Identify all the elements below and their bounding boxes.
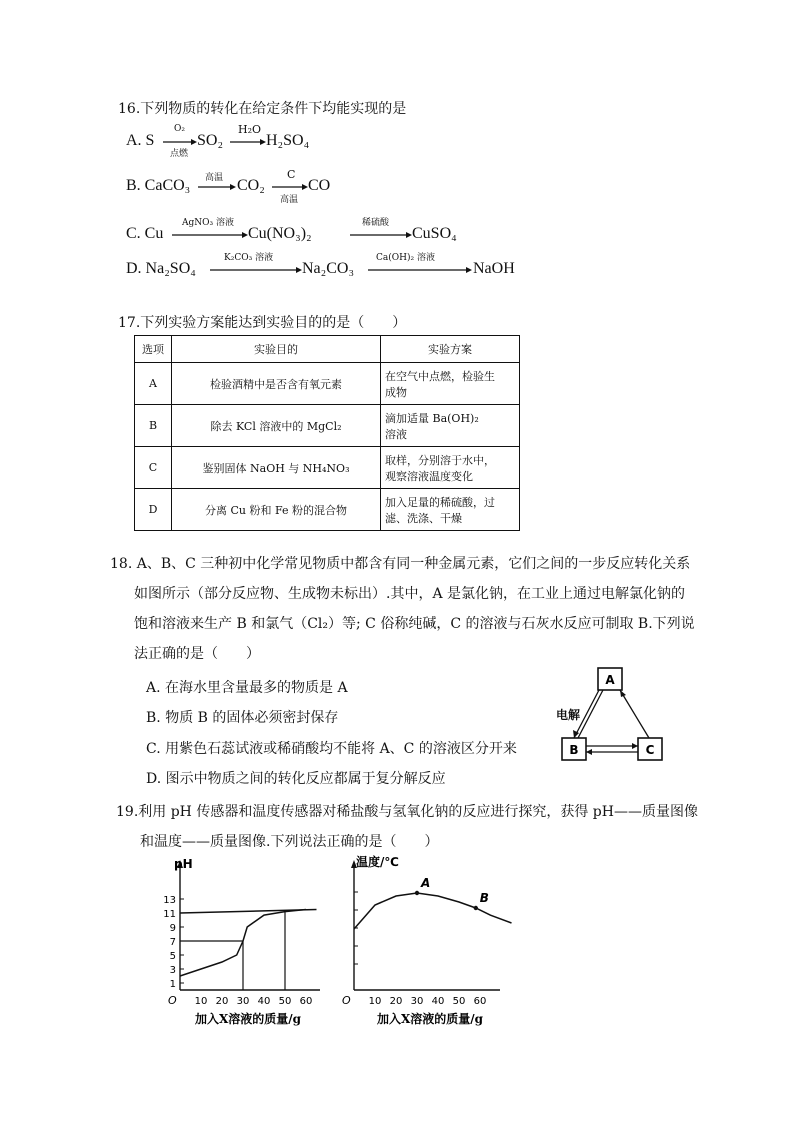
y-tick-label: 1 xyxy=(169,979,176,990)
reaction-arrow xyxy=(172,231,248,239)
q18-optionC: C. 用紫色石蕊试液或稀硝酸均不能将 A、C 的溶液区分开来 xyxy=(146,741,517,757)
table-cell-plan xyxy=(381,405,520,447)
y-tick-label: 7 xyxy=(169,937,176,948)
y-tick-label: 3 xyxy=(169,965,176,976)
table-header: 实验目的 xyxy=(172,336,381,363)
edge-C-A xyxy=(620,690,649,738)
q18-line2: 如图所示（部分反应物、生成物未标出）.其中，A 是氯化钠，在工业上通过电解氯化钠的 xyxy=(134,586,686,602)
origin-label: O xyxy=(342,994,351,1007)
table-cell-option: B xyxy=(135,405,172,447)
q16-optC-end: CuSO₄ xyxy=(412,225,457,242)
table-header: 实验方案 xyxy=(381,336,520,363)
reaction-arrow xyxy=(272,183,308,191)
q18-line4: 法正确的是（ ） xyxy=(134,646,260,662)
origin-label: O xyxy=(168,994,177,1007)
reaction-arrow xyxy=(368,266,472,274)
x-tick-label: 60 xyxy=(299,996,313,1007)
y-axis-label: 温度/℃ xyxy=(356,855,399,869)
temperature-mass-chart xyxy=(340,852,530,1030)
edge-A-B xyxy=(578,690,603,738)
q16-optA-start: A. S xyxy=(126,132,155,149)
plan-line: 观察溶液温度变化 xyxy=(385,469,473,483)
plan-line: 滴加适量 Ba(OH)₂ xyxy=(385,411,479,425)
table-header-row xyxy=(135,336,520,363)
point-A xyxy=(415,891,419,895)
q18-optionB: B. 物质 B 的固体必须密封保存 xyxy=(146,710,339,726)
q16-optD-cond2-above: Ca(OH)₂ 溶液 xyxy=(376,253,435,263)
x-tick-label: 40 xyxy=(257,996,271,1007)
q16-optC-cond1-above: AgNO₃ 溶液 xyxy=(182,218,234,228)
q16-optD-start: D. Na₂SO₄ xyxy=(126,260,196,277)
x-tick-label: 50 xyxy=(278,996,292,1007)
table-cell-plan xyxy=(381,447,520,489)
y-tick-label: 13 xyxy=(163,895,176,906)
q16-optD-cond1-above: K₂CO₃ 溶液 xyxy=(224,253,274,263)
node-B-label: B xyxy=(569,743,579,757)
point-B xyxy=(474,906,478,910)
y-tick-label: 11 xyxy=(163,909,176,920)
table-cell-aim: 分离 Cu 粉和 Fe 粉的混合物 xyxy=(172,489,381,531)
q16-optC-mid: Cu(NO₃)₂ xyxy=(248,225,312,242)
point-label-B: B xyxy=(479,891,489,905)
q18-line3: 饱和溶液来生产 B 和氯气（Cl₂）等; C 俗称纯碱，C 的溶液与石灰水反应可制取 B.下列说 xyxy=(134,616,695,632)
plan-line: 成物 xyxy=(385,385,407,399)
reaction-arrow xyxy=(230,138,266,146)
q16-optB-cond2-below: 高温 xyxy=(280,195,299,205)
table-row xyxy=(135,363,520,405)
q16-optB-start: B. CaCO₃ xyxy=(126,177,191,194)
arrowhead xyxy=(586,749,592,755)
q18-optionD: D. 图示中物质之间的转化反应都属于复分解反应 xyxy=(146,771,446,787)
arrowhead xyxy=(620,690,626,697)
plan-line: 加入足量的稀硫酸，过 xyxy=(385,495,495,509)
table-cell-option: D xyxy=(135,489,172,531)
plan-line: 在空气中点燃，检验生 xyxy=(385,369,495,383)
x-axis-label: 加入X溶液的质量/g xyxy=(376,1012,484,1026)
q16-optA-end: H₂SO₄ xyxy=(266,132,310,149)
reaction-arrow xyxy=(350,231,412,239)
table-row xyxy=(135,405,520,447)
q16-stem: 16.下列物质的转化在给定条件下均能实现的是 xyxy=(118,101,407,117)
table-cell-plan xyxy=(381,489,520,531)
table-cell-aim: 除去 KCl 溶液中的 MgCl₂ xyxy=(172,405,381,447)
table-row xyxy=(135,489,520,531)
q16-optD-end: NaOH xyxy=(473,260,515,277)
reaction-arrow xyxy=(163,138,197,146)
table-cell-plan xyxy=(381,363,520,405)
q16-optA-cond2-above: H₂O xyxy=(238,123,262,136)
reaction-arrow xyxy=(198,183,236,191)
x-tick-label: 10 xyxy=(194,996,208,1007)
x-tick-label: 10 xyxy=(368,996,382,1007)
y-tick-label: 5 xyxy=(169,951,176,962)
x-tick-label: 60 xyxy=(473,996,487,1007)
q19-line2: 和温度——质量图像.下列说法正确的是（ ） xyxy=(140,834,439,850)
table-cell-option: C xyxy=(135,447,172,489)
q16-optB-end: CO xyxy=(308,177,331,194)
table-header: 选项 xyxy=(135,336,172,363)
point-label-A: A xyxy=(421,876,431,890)
x-tick-label: 20 xyxy=(215,996,229,1007)
table-row xyxy=(135,447,520,489)
q16-optA-cond1-above: O₂ xyxy=(174,124,185,134)
x-tick-label: 30 xyxy=(410,996,424,1007)
experiment-table xyxy=(134,335,520,531)
x-tick-label: 30 xyxy=(236,996,250,1007)
plan-line: 溶液 xyxy=(385,427,407,441)
y-tick-label: 9 xyxy=(169,923,176,934)
node-C-label: C xyxy=(645,743,655,757)
node-A-label: A xyxy=(605,673,615,687)
q16-optD-mid: Na₂CO₃ xyxy=(302,260,355,277)
x-tick-label: 50 xyxy=(452,996,466,1007)
q19-line1: 19.利用 pH 传感器和温度传感器对稀盐酸与氢氧化钠的反应进行探究，获得 pH——质量图像 xyxy=(116,804,698,820)
x-tick-label: 20 xyxy=(389,996,403,1007)
ph-mass-chart xyxy=(160,852,340,1030)
reaction-arrow xyxy=(210,266,302,274)
q18-line1: 18. A、B、C 三种初中化学常见物质中都含有同一种金属元素，它们之间的一步反应转化关系 xyxy=(110,556,691,572)
q16-optC-start: C. Cu xyxy=(126,225,164,242)
table-cell-option: A xyxy=(135,363,172,405)
plan-line: 滤、洗涤、干燥 xyxy=(385,511,462,525)
y-axis-label: pH xyxy=(174,857,193,871)
q16-optC-cond2-above: 稀硫酸 xyxy=(362,218,390,228)
plan-line: 取样，分别溶于水中， xyxy=(385,453,495,467)
q18-optionA: A. 在海水里含量最多的物质是 A xyxy=(146,680,348,696)
edge-label-electrolysis: 电解 xyxy=(556,708,581,722)
q16-optB-cond1-above: 高温 xyxy=(205,173,224,183)
q16-optA-mid: SO₂ xyxy=(197,132,224,149)
x-tick-label: 40 xyxy=(431,996,445,1007)
q17-stem: 17.下列实验方案能达到实验目的的是（ ） xyxy=(118,315,407,331)
arrowhead xyxy=(632,743,638,749)
x-axis-label: 加入X溶液的质量/g xyxy=(194,1012,302,1026)
q16-optA-cond1-below: 点燃 xyxy=(170,149,189,159)
table-cell-aim: 检验酒精中是否含有氧元素 xyxy=(172,363,381,405)
table-cell-aim: 鉴别固体 NaOH 与 NH₄NO₃ xyxy=(172,447,381,489)
q16-optB-cond2-above: C xyxy=(287,168,296,181)
q16-optB-mid: CO₂ xyxy=(237,177,265,194)
